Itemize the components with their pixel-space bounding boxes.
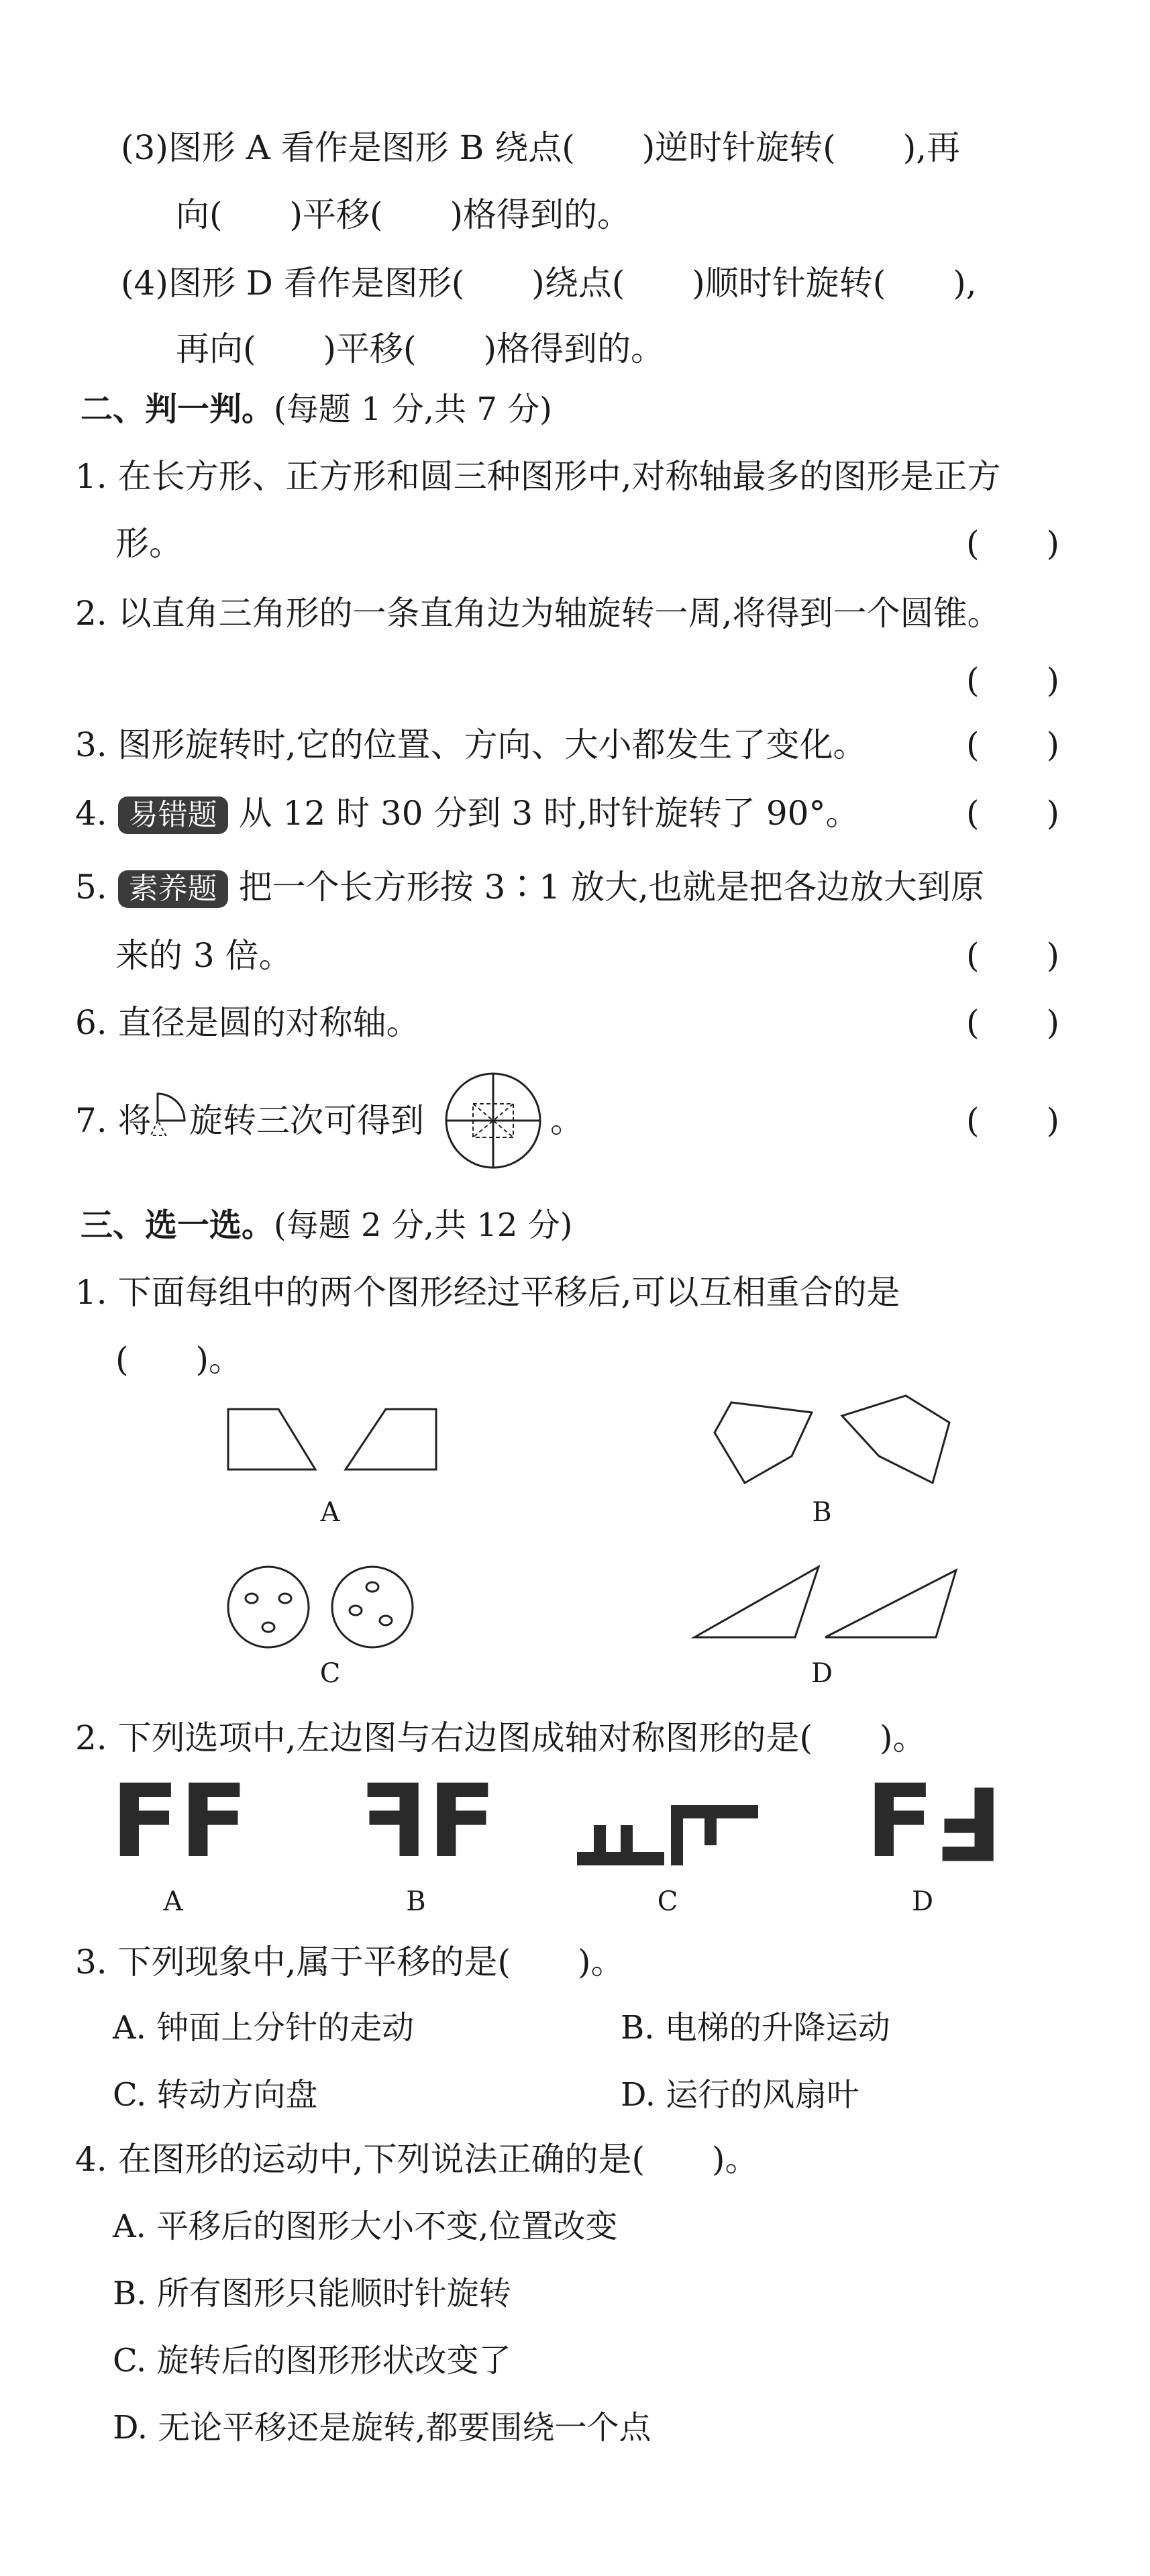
option-c-label: C <box>319 1658 341 1689</box>
section-2-heading <box>81 389 552 429</box>
choose-1-line-2: ( )。 <box>115 1340 243 1379</box>
judge-5-text: 把一个长方形按 3∶1 放大,也就是把各边放大到原 <box>238 868 984 907</box>
choose-1-line-1: 1. 下面每组中的两个图形经过平移后,可以互相重合的是 <box>75 1273 900 1312</box>
judge-3: 3. 图形旋转时,它的位置、方向、大小都发生了变化。 <box>75 725 867 764</box>
answer-paren-4[interactable]: ( ) <box>966 794 1060 833</box>
choose-4-option-b[interactable]: B. 所有图形只能顺时针旋转 <box>113 2275 511 2312</box>
choose-3-option-b[interactable]: B. 电梯的升降运动 <box>621 2009 890 2047</box>
section-3-title: 三、选一选。 <box>81 1206 274 1244</box>
choose-4-option-a[interactable]: A. 平移后的图形大小不变,位置改变 <box>113 2208 618 2245</box>
section-2-title: 二、判一判。 <box>81 391 274 428</box>
literacy-badge: 素养题 <box>118 870 228 908</box>
choose-4-option-d[interactable]: D. 无论平移还是旋转,都要围绕一个点 <box>113 2409 651 2446</box>
option-d-label-2: D <box>911 1886 934 1917</box>
option-d-label: D <box>811 1658 833 1689</box>
judge-1-line-2: 形。 <box>115 524 182 563</box>
option-a-label: A <box>320 1497 340 1528</box>
choose-4-option-c[interactable]: C. 旋转后的图形形状改变了 <box>113 2342 511 2379</box>
error-prone-badge: 易错题 <box>118 796 228 834</box>
option-a-label-2: A <box>163 1886 183 1917</box>
option-a-letters: FF <box>111 1763 248 1880</box>
judge-5-number: 5. <box>75 868 107 907</box>
question-4-line-2: 再向( )平移( )格得到的。 <box>176 329 665 368</box>
option-b-pentagons <box>704 1382 959 1496</box>
answer-paren-1[interactable]: ( ) <box>966 524 1060 563</box>
question-3-line-1: (3)图形 A 看作是图形 B 绕点( )逆时针旋转( ),再 <box>121 128 961 167</box>
choose-3: 3. 下列现象中,属于平移的是( )。 <box>75 1943 625 1981</box>
pinwheel-shape-icon <box>443 1067 543 1174</box>
question-3-line-2: 向( )平移( )格得到的。 <box>176 195 631 234</box>
choose-4: 4. 在图形的运动中,下列说法正确的是( )。 <box>75 2140 759 2179</box>
choose-3-option-d[interactable]: D. 运行的风扇叶 <box>621 2076 859 2114</box>
question-4-line-1: (4)图形 D 看作是图形( )绕点( )顺时针旋转( ), <box>121 264 977 303</box>
option-c-label-2: C <box>657 1886 678 1917</box>
judge-7-middle: 旋转三次可得到 <box>189 1101 424 1140</box>
option-c-faces <box>221 1557 423 1657</box>
answer-paren-5[interactable]: ( ) <box>966 936 1060 975</box>
judge-6: 6. 直径是圆的对称轴。 <box>75 1003 420 1042</box>
section-3-heading <box>81 1205 572 1245</box>
option-b-label: B <box>812 1497 832 1528</box>
answer-paren-7[interactable]: ( ) <box>966 1101 1060 1140</box>
judge-7-start: 7. 将 <box>75 1101 152 1140</box>
choose-2: 2. 下列选项中,左边图与右边图成轴对称图形的是( )。 <box>75 1718 927 1757</box>
choose-3-option-c[interactable]: C. 转动方向盘 <box>113 2076 318 2114</box>
option-d-triangles <box>684 1557 966 1644</box>
option-b-letters: FF <box>359 1763 496 1880</box>
judge-5-line-2: 来的 3 倍。 <box>115 936 293 975</box>
section-2-note: (每题 1 分,共 7 分) <box>274 391 552 428</box>
option-c-rotated-letters <box>574 1798 762 1872</box>
choose-3-option-a[interactable]: A. 钟面上分针的走动 <box>113 2009 415 2047</box>
answer-paren-2[interactable]: ( ) <box>966 661 1060 700</box>
judge-4-text: 从 12 时 30 分到 3 时,时针旋转了 90°。 <box>238 794 859 833</box>
quarter-shape-icon <box>144 1087 191 1147</box>
answer-paren-6[interactable]: ( ) <box>966 1003 1060 1042</box>
option-d-letters: FF <box>866 1763 1003 1880</box>
section-3-note: (每题 2 分,共 12 分) <box>274 1206 573 1244</box>
judge-5-line-1 <box>75 867 984 908</box>
judge-1-line-1: 1. 在长方形、正方形和圆三种图形中,对称轴最多的图形是正方 <box>75 457 1001 496</box>
judge-2: 2. 以直角三角形的一条直角边为轴旋转一周,将得到一个圆锥。 <box>75 594 1001 633</box>
judge-4 <box>75 793 859 834</box>
judge-7-end: 。 <box>550 1101 584 1140</box>
answer-paren-3[interactable]: ( ) <box>966 725 1060 764</box>
option-b-label-2: B <box>406 1886 426 1917</box>
judge-4-number: 4. <box>75 794 107 833</box>
option-a-trapezoids <box>221 1396 450 1490</box>
